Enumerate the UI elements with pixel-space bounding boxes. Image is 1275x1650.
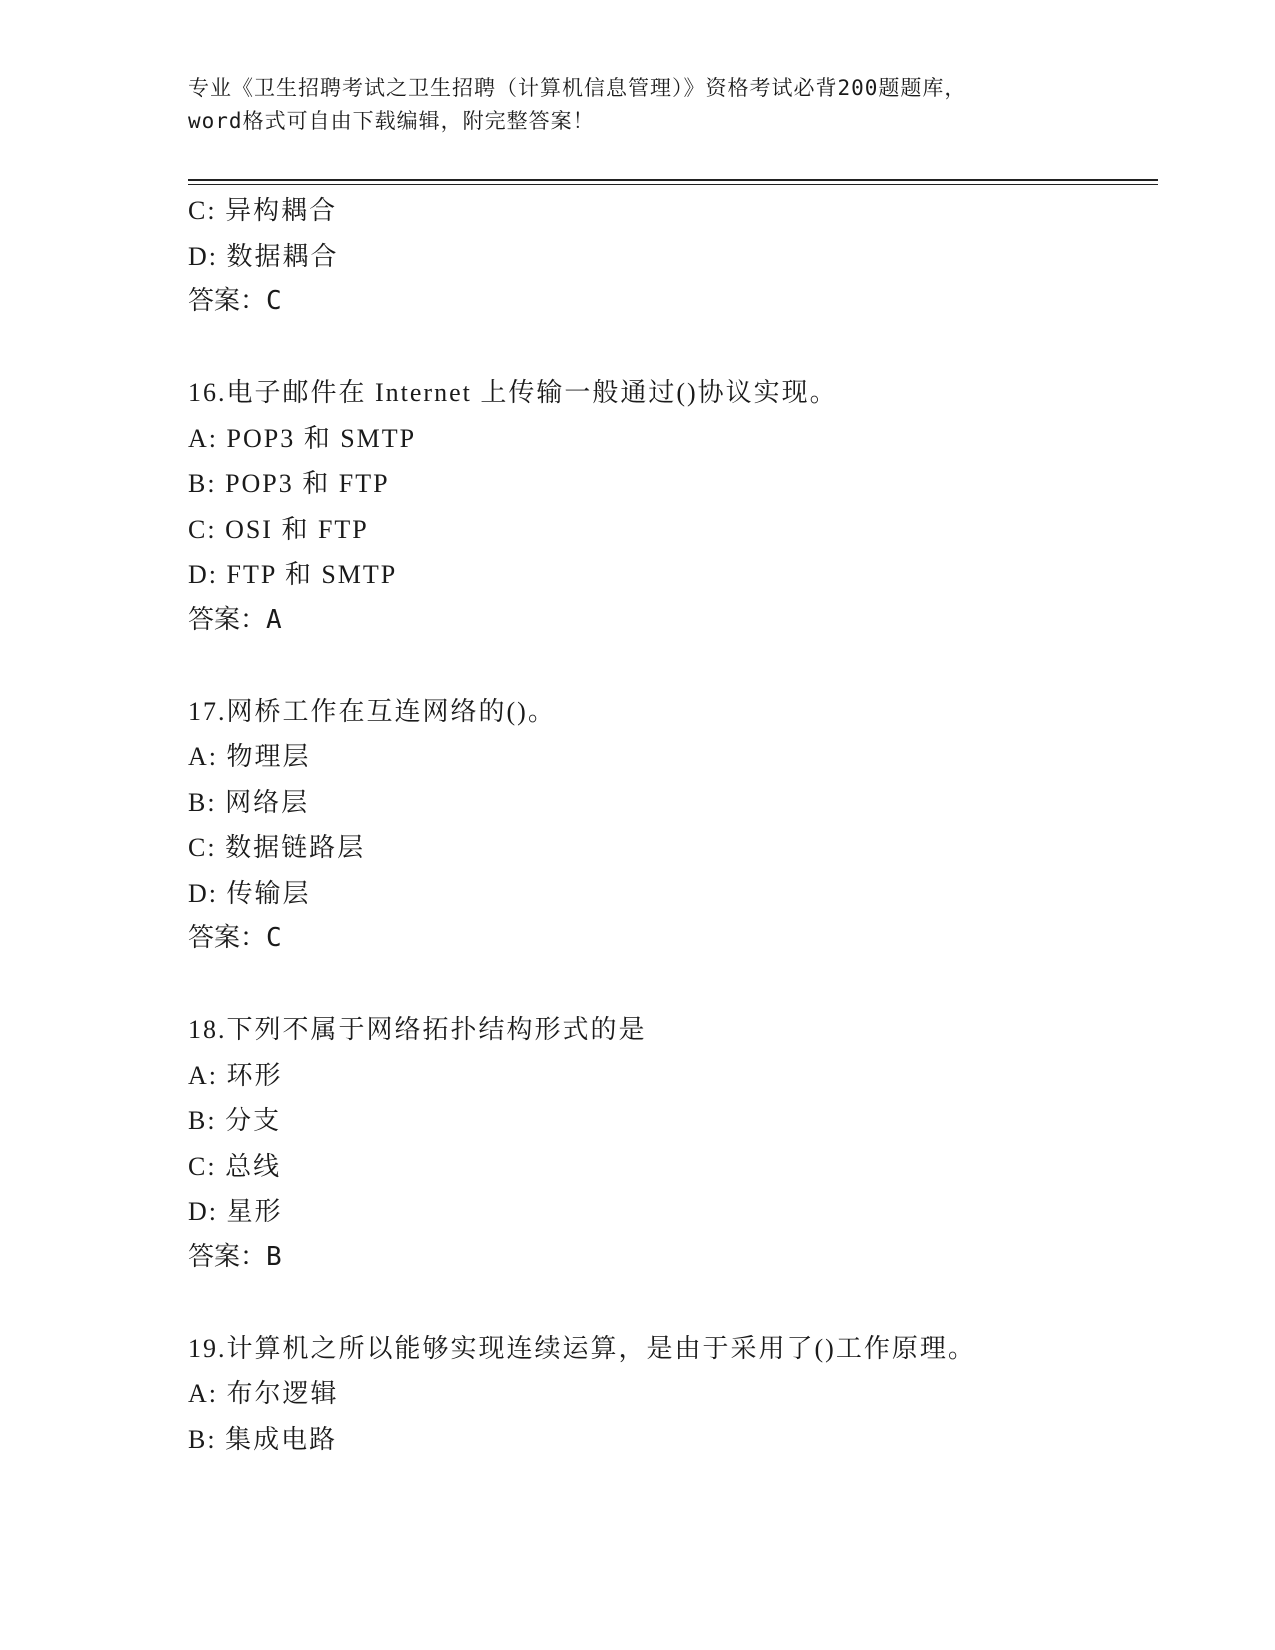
- partial-question: [188, 188, 1168, 325]
- answer-line: 答案：B: [188, 1241, 282, 1272]
- option-c: C: 异构耦合: [188, 196, 338, 225]
- question-text: 17.网桥工作在互连网络的()。: [188, 696, 556, 726]
- spacer: [188, 643, 1168, 689]
- option-d: D: FTP 和 SMTP: [188, 560, 398, 589]
- option-b: B: 分支: [188, 1106, 282, 1135]
- option-a: A: 环形: [188, 1060, 283, 1090]
- option-b: B: 网络层: [188, 787, 310, 817]
- spacer: [188, 1280, 1168, 1326]
- option-b: B: 集成电路: [188, 1424, 338, 1454]
- header-divider-thin: [188, 184, 1158, 185]
- option-c: C: 总线: [188, 1151, 282, 1181]
- question-16: [188, 370, 1168, 643]
- option-d: D: 数据耦合: [188, 241, 339, 271]
- option-a: A: 布尔逻辑: [188, 1379, 339, 1408]
- question-17: [188, 689, 1168, 962]
- answer-line: 答案：C: [188, 923, 282, 953]
- question-18: [188, 1007, 1168, 1280]
- document-header: [188, 72, 1088, 138]
- question-text: 18.下列不属于网络拓扑结构形式的是: [188, 1015, 647, 1044]
- option-a: A: 物理层: [188, 742, 311, 771]
- spacer: [188, 325, 1168, 371]
- question-text: 16.电子邮件在 Internet 上传输一般通过()协议实现。: [188, 378, 838, 407]
- question-text: 19.计算机之所以能够实现连续运算，是由于采用了()工作原理。: [188, 1333, 976, 1363]
- option-c: C: OSI 和 FTP: [188, 514, 369, 544]
- answer-line: 答案：A: [188, 604, 282, 635]
- option-c: C: 数据链路层: [188, 833, 366, 862]
- spacer: [188, 962, 1168, 1008]
- option-d: D: 传输层: [188, 878, 311, 908]
- option-b: B: POP3 和 FTP: [188, 469, 390, 498]
- option-d: D: 星形: [188, 1197, 283, 1226]
- header-divider-thick: [188, 179, 1158, 181]
- header-title-line-1: 专业《卫生招聘考试之卫生招聘（计算机信息管理）》资格考试必背200题题库，: [188, 76, 967, 100]
- header-title-line-2: word格式可自由下载编辑，附完整答案！: [188, 109, 595, 133]
- question-list: [188, 188, 1168, 1462]
- option-a: A: POP3 和 SMTP: [188, 423, 417, 453]
- question-19: [188, 1326, 1168, 1463]
- answer-line: 答案：C: [188, 286, 282, 316]
